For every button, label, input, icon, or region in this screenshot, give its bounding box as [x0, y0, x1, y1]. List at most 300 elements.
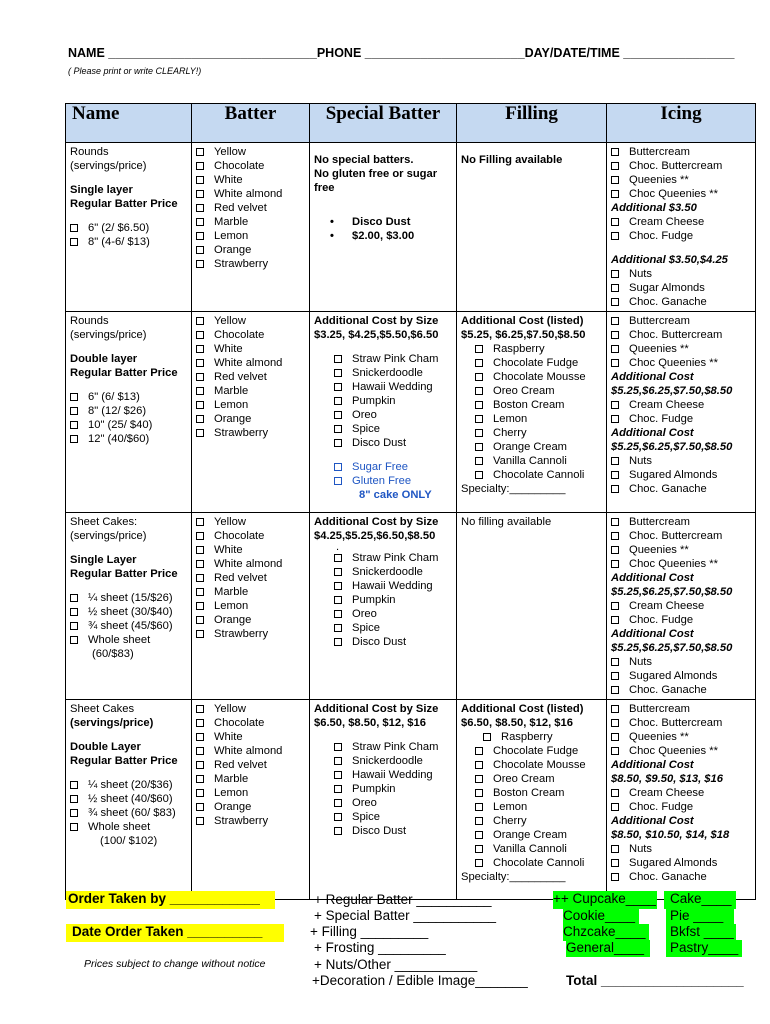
pie-field[interactable]: Pie ____: [666, 908, 734, 925]
batter-option[interactable]: Orange: [196, 800, 306, 814]
filling-option[interactable]: Oreo Cream: [461, 772, 603, 786]
filling-option[interactable]: Boston Cream: [461, 786, 603, 800]
icing-option[interactable]: Choc. Fudge: [611, 229, 752, 243]
checkbox[interactable]: [611, 532, 619, 540]
size-option[interactable]: Whole sheet: [70, 633, 188, 647]
icing-option[interactable]: Choc. Fudge: [611, 613, 752, 627]
filling-cell: [457, 513, 607, 700]
checkbox[interactable]: [196, 747, 204, 755]
checkbox[interactable]: [196, 162, 204, 170]
table-row: [66, 700, 756, 900]
icing-option[interactable]: Sugared Almonds: [611, 468, 752, 482]
decoration-line[interactable]: +Decoration / Edible Image_______: [312, 973, 528, 988]
checkbox[interactable]: [196, 705, 204, 713]
checkbox[interactable]: [475, 415, 483, 423]
checkbox[interactable]: [70, 622, 78, 630]
cookie-field[interactable]: Cookie____: [563, 908, 639, 925]
size-option[interactable]: ½ sheet (40/$60): [70, 792, 188, 806]
icing-option[interactable]: Choc. Buttercream: [611, 716, 752, 730]
icing-option[interactable]: Queenies **: [611, 342, 752, 356]
special-batter-option[interactable]: Disco Dust: [314, 436, 453, 450]
checkbox[interactable]: [334, 477, 342, 485]
checkbox[interactable]: [611, 359, 619, 367]
batter-option[interactable]: White: [196, 730, 306, 744]
icing-option[interactable]: Sugared Almonds: [611, 856, 752, 870]
icing-option[interactable]: Buttercream: [611, 145, 752, 159]
special-batter-option[interactable]: Pumpkin: [314, 394, 453, 408]
breakfast-field[interactable]: Bkfst ____: [666, 924, 736, 941]
checkbox[interactable]: [196, 429, 204, 437]
checkbox[interactable]: [196, 148, 204, 156]
icing-option[interactable]: Cream Cheese: [611, 215, 752, 229]
checkbox[interactable]: [475, 373, 483, 381]
additional-cost-label: Additional Cost (listed): [461, 315, 584, 327]
batter-option[interactable]: Red velvet: [196, 758, 306, 772]
size-option[interactable]: ¾ sheet (60/ $83): [70, 806, 188, 820]
checkbox[interactable]: [70, 435, 78, 443]
additional-cost-label: Additional Cost: [611, 815, 694, 827]
icing-option[interactable]: Choc. Ganache: [611, 295, 752, 309]
checkbox[interactable]: [334, 757, 342, 765]
special-batter-option[interactable]: Hawaii Wedding: [314, 579, 453, 593]
special-batter-option[interactable]: Straw Pink Cham: [314, 551, 453, 565]
filling-option[interactable]: Chocolate Mousse: [461, 758, 603, 772]
size-option[interactable]: 12" (40/$60): [70, 432, 188, 446]
checkbox[interactable]: [334, 596, 342, 604]
checkbox[interactable]: [196, 518, 204, 526]
batter-option[interactable]: Marble: [196, 384, 306, 398]
size-option[interactable]: 6" (2/ $6.50): [70, 221, 188, 235]
special-batter-option[interactable]: Spice: [314, 422, 453, 436]
regular-batter-line[interactable]: + Regular Batter __________: [314, 892, 492, 907]
special-batter-option[interactable]: Pumpkin: [314, 782, 453, 796]
checkbox[interactable]: [334, 582, 342, 590]
filling-option[interactable]: Orange Cream: [461, 440, 603, 454]
icing-option[interactable]: Choc Queenies **: [611, 356, 752, 370]
checkbox[interactable]: [196, 789, 204, 797]
special-batter-option[interactable]: Snickerdoodle: [314, 565, 453, 579]
checkbox[interactable]: [475, 761, 483, 769]
checkbox[interactable]: [196, 546, 204, 554]
icing-option[interactable]: Buttercream: [611, 314, 752, 328]
checkbox[interactable]: [196, 574, 204, 582]
filling-option[interactable]: Vanilla Cannoli: [461, 842, 603, 856]
checkbox[interactable]: [196, 616, 204, 624]
icing-option[interactable]: Nuts: [611, 454, 752, 468]
checkbox[interactable]: [334, 624, 342, 632]
checkbox[interactable]: [70, 809, 78, 817]
special-batter-option[interactable]: Disco Dust: [314, 824, 453, 838]
checkbox[interactable]: [334, 463, 342, 471]
special-batter-option[interactable]: Hawaii Wedding: [314, 768, 453, 782]
icing-cell: [607, 143, 756, 312]
checkbox[interactable]: [196, 761, 204, 769]
checkbox[interactable]: [611, 331, 619, 339]
checkbox[interactable]: [483, 733, 491, 741]
filling-option[interactable]: Lemon: [461, 412, 603, 426]
checkbox[interactable]: [70, 407, 78, 415]
checkbox[interactable]: [475, 429, 483, 437]
filling-option[interactable]: Lemon: [461, 800, 603, 814]
pastry-field[interactable]: Pastry____: [666, 940, 742, 957]
checkbox[interactable]: [196, 232, 204, 240]
checkbox[interactable]: [611, 485, 619, 493]
batter-option[interactable]: Marble: [196, 215, 306, 229]
checkbox[interactable]: [196, 630, 204, 638]
special-batter-option[interactable]: Pumpkin: [314, 593, 453, 607]
checkbox[interactable]: [475, 359, 483, 367]
nuts-other-line[interactable]: + Nuts/Other ___________: [314, 957, 478, 972]
checkbox[interactable]: [334, 425, 342, 433]
checkbox[interactable]: [475, 457, 483, 465]
size-cell: [66, 143, 192, 312]
batter-option[interactable]: White almond: [196, 187, 306, 201]
order-taken-by-field[interactable]: Order Taken by ____________: [66, 891, 275, 909]
cheesecake-field[interactable]: Chzcake____: [563, 924, 649, 941]
icing-option[interactable]: Buttercream: [611, 515, 752, 529]
checkbox[interactable]: [196, 733, 204, 741]
special-batter-option[interactable]: Straw Pink Cham: [314, 352, 453, 366]
checkbox[interactable]: [475, 789, 483, 797]
checkbox[interactable]: [196, 218, 204, 226]
batter-option[interactable]: Lemon: [196, 599, 306, 613]
checkbox[interactable]: [475, 845, 483, 853]
batter-option[interactable]: Strawberry: [196, 257, 306, 271]
checkbox[interactable]: [611, 546, 619, 554]
special-batter-option[interactable]: Straw Pink Cham: [314, 740, 453, 754]
batter-option[interactable]: White almond: [196, 356, 306, 370]
filling-option[interactable]: Chocolate Cannoli: [461, 468, 603, 482]
price-label: Regular Batter Price: [70, 755, 178, 767]
checkbox[interactable]: [611, 747, 619, 755]
checkbox[interactable]: [196, 775, 204, 783]
additional-cost-label: Additional Cost (listed): [461, 703, 584, 715]
additional-cost-label: Additional Cost: [611, 371, 694, 383]
checkbox[interactable]: [196, 359, 204, 367]
checkbox[interactable]: [334, 397, 342, 405]
checkbox[interactable]: [611, 401, 619, 409]
icing-option[interactable]: Buttercream: [611, 702, 752, 716]
checkbox[interactable]: [611, 232, 619, 240]
icing-option[interactable]: Choc Queenies **: [611, 744, 752, 758]
special-batter-option[interactable]: Oreo: [314, 796, 453, 810]
checkbox[interactable]: [611, 471, 619, 479]
special-batter-line[interactable]: + Special Batter ___________: [314, 908, 497, 923]
filling-option[interactable]: Cherry: [461, 814, 603, 828]
checkbox[interactable]: [70, 393, 78, 401]
checkbox[interactable]: [70, 238, 78, 246]
size-option[interactable]: ¼ sheet (15/$26): [70, 591, 188, 605]
total-field[interactable]: Total ___________________: [566, 973, 744, 988]
checkbox[interactable]: [196, 803, 204, 811]
checkbox[interactable]: [611, 873, 619, 881]
icing-option[interactable]: Choc. Buttercream: [611, 529, 752, 543]
checkbox[interactable]: [611, 686, 619, 694]
icing-option[interactable]: Choc. Fudge: [611, 412, 752, 426]
checkbox[interactable]: [611, 672, 619, 680]
size-option[interactable]: ¼ sheet (20/$36): [70, 778, 188, 792]
checkbox[interactable]: [70, 608, 78, 616]
filling-option[interactable]: Cherry: [461, 426, 603, 440]
checkbox[interactable]: [196, 260, 204, 268]
additional-cost-prices: $5.25,$6.25,$7.50,$8.50: [611, 385, 733, 397]
icing-option[interactable]: Choc. Fudge: [611, 800, 752, 814]
checkbox[interactable]: [475, 831, 483, 839]
date-order-taken-field[interactable]: Date Order Taken __________: [66, 924, 284, 942]
filling-option[interactable]: Orange Cream: [461, 828, 603, 842]
checkbox[interactable]: [70, 781, 78, 789]
cupcake-field[interactable]: ++ Cupcake____: [553, 891, 657, 909]
icing-option[interactable]: Choc. Buttercream: [611, 328, 752, 342]
checkbox[interactable]: [196, 401, 204, 409]
checkbox[interactable]: [611, 148, 619, 156]
checkbox[interactable]: [196, 331, 204, 339]
checkbox[interactable]: [196, 246, 204, 254]
filling-option[interactable]: Chocolate Cannoli: [461, 856, 603, 870]
checkbox[interactable]: [334, 771, 342, 779]
checkbox[interactable]: [611, 298, 619, 306]
size-option[interactable]: 10" (25/ $40): [70, 418, 188, 432]
checkbox[interactable]: [611, 176, 619, 184]
batter-cell: [192, 700, 310, 900]
checkbox[interactable]: [70, 594, 78, 602]
checkbox[interactable]: [334, 743, 342, 751]
checkbox[interactable]: [475, 345, 483, 353]
checkbox[interactable]: [334, 827, 342, 835]
checkbox[interactable]: [611, 602, 619, 610]
size-option[interactable]: ½ sheet (30/$40): [70, 605, 188, 619]
special-batter-option[interactable]: Spice: [314, 810, 453, 824]
cake-field[interactable]: Cake____: [664, 891, 736, 909]
checkbox[interactable]: [334, 369, 342, 377]
size-option[interactable]: 8" (12/ $26): [70, 404, 188, 418]
checkbox[interactable]: [475, 401, 483, 409]
checkbox[interactable]: [334, 554, 342, 562]
special-batter-option[interactable]: Oreo: [314, 607, 453, 621]
checkbox[interactable]: [196, 719, 204, 727]
special-batter-cell: [310, 700, 457, 900]
checkbox[interactable]: [475, 471, 483, 479]
special-batter-cell: [310, 513, 457, 700]
checkbox[interactable]: [196, 204, 204, 212]
checkbox[interactable]: [334, 411, 342, 419]
icing-cell: [607, 312, 756, 513]
filling-option[interactable]: Raspberry: [461, 730, 603, 744]
icing-option[interactable]: Queenies **: [611, 173, 752, 187]
checkbox[interactable]: [196, 560, 204, 568]
size-option[interactable]: 6" (6/ $13): [70, 390, 188, 404]
icing-option[interactable]: Choc. Ganache: [611, 683, 752, 697]
batter-option[interactable]: Red velvet: [196, 201, 306, 215]
icing-option[interactable]: Choc. Ganache: [611, 870, 752, 884]
filling-option[interactable]: Vanilla Cannoli: [461, 454, 603, 468]
icing-option[interactable]: Choc Queenies **: [611, 187, 752, 201]
checkbox[interactable]: [334, 383, 342, 391]
frosting-line[interactable]: + Frosting _________: [314, 940, 446, 955]
checkbox[interactable]: [196, 373, 204, 381]
icing-option[interactable]: Queenies **: [611, 730, 752, 744]
checkbox[interactable]: [611, 518, 619, 526]
batter-option[interactable]: Orange: [196, 412, 306, 426]
customer-info-line[interactable]: NAME ______________________________PHONE _______________________DAY/DATE/TIME ________________: [68, 46, 735, 60]
checkbox[interactable]: [70, 823, 78, 831]
general-field[interactable]: General____: [566, 940, 650, 957]
batter-option[interactable]: White: [196, 342, 306, 356]
checkbox[interactable]: [611, 457, 619, 465]
batter-option[interactable]: Orange: [196, 243, 306, 257]
batter-option[interactable]: Chocolate: [196, 716, 306, 730]
icing-option[interactable]: Cream Cheese: [611, 786, 752, 800]
batter-option[interactable]: White almond: [196, 744, 306, 758]
checkbox[interactable]: [334, 799, 342, 807]
checkbox[interactable]: [196, 817, 204, 825]
batter-option[interactable]: Yellow: [196, 515, 306, 529]
checkbox[interactable]: [196, 176, 204, 184]
icing-option[interactable]: Cream Cheese: [611, 599, 752, 613]
batter-option[interactable]: Yellow: [196, 314, 306, 328]
checkbox[interactable]: [475, 387, 483, 395]
batter-option[interactable]: White: [196, 173, 306, 187]
disco-dust-item: • Disco Dust: [314, 215, 453, 229]
batter-option[interactable]: Chocolate: [196, 159, 306, 173]
checkbox[interactable]: [70, 636, 78, 644]
special-batter-option[interactable]: Snickerdoodle: [314, 754, 453, 768]
batter-option[interactable]: Strawberry: [196, 814, 306, 828]
checkbox[interactable]: [334, 439, 342, 447]
checkbox[interactable]: [611, 845, 619, 853]
checkbox[interactable]: [611, 190, 619, 198]
additional-cost-prices: $8.50, $9.50, $13, $16: [611, 773, 723, 785]
icing-option[interactable]: Sugar Almonds: [611, 281, 752, 295]
checkbox[interactable]: [196, 588, 204, 596]
checkbox[interactable]: [70, 224, 78, 232]
filling-option[interactable]: Chocolate Fudge: [461, 356, 603, 370]
size-option[interactable]: Whole sheet: [70, 820, 188, 834]
checkbox[interactable]: [611, 859, 619, 867]
checkbox[interactable]: [334, 638, 342, 646]
icing-option[interactable]: Choc. Ganache: [611, 482, 752, 496]
checkbox[interactable]: [475, 817, 483, 825]
filling-option[interactable]: Chocolate Mousse: [461, 370, 603, 384]
batter-option[interactable]: Red velvet: [196, 370, 306, 384]
additional-cost-label: Additional Cost by Size: [314, 315, 439, 327]
batter-option[interactable]: White: [196, 543, 306, 557]
batter-option[interactable]: Lemon: [196, 229, 306, 243]
checkbox[interactable]: [611, 162, 619, 170]
checkbox[interactable]: [196, 387, 204, 395]
icing-option[interactable]: Nuts: [611, 842, 752, 856]
icing-option[interactable]: Nuts: [611, 267, 752, 281]
checkbox[interactable]: [611, 803, 619, 811]
checkbox[interactable]: [611, 705, 619, 713]
size-option[interactable]: 8" (4-6/ $13): [70, 235, 188, 249]
checkbox[interactable]: [611, 218, 619, 226]
special-batter-option[interactable]: Spice: [314, 621, 453, 635]
checkbox[interactable]: [70, 421, 78, 429]
checkbox[interactable]: [611, 658, 619, 666]
checkbox[interactable]: [196, 532, 204, 540]
icing-option[interactable]: Choc. Buttercream: [611, 159, 752, 173]
icing-option[interactable]: Sugared Almonds: [611, 669, 752, 683]
filling-option[interactable]: Boston Cream: [461, 398, 603, 412]
checkbox[interactable]: [611, 317, 619, 325]
batter-option[interactable]: White almond: [196, 557, 306, 571]
checkbox[interactable]: [475, 775, 483, 783]
batter-option[interactable]: Lemon: [196, 786, 306, 800]
checkbox[interactable]: [611, 270, 619, 278]
checkbox[interactable]: [611, 415, 619, 423]
filling-line[interactable]: + Filling _________: [310, 924, 429, 939]
batter-option[interactable]: Yellow: [196, 702, 306, 716]
checkbox[interactable]: [334, 785, 342, 793]
specialty-field[interactable]: Specialty:_________: [461, 483, 566, 495]
size-option[interactable]: ¾ sheet (45/$60): [70, 619, 188, 633]
filling-option[interactable]: Chocolate Fudge: [461, 744, 603, 758]
icing-option[interactable]: Nuts: [611, 655, 752, 669]
checkbox[interactable]: [334, 610, 342, 618]
checkbox[interactable]: [334, 813, 342, 821]
checkbox[interactable]: [196, 415, 204, 423]
checkbox[interactable]: [611, 345, 619, 353]
checkbox[interactable]: [475, 803, 483, 811]
batter-option[interactable]: Lemon: [196, 398, 306, 412]
batter-option[interactable]: Strawberry: [196, 627, 306, 641]
special-batter-cell: [310, 312, 457, 513]
special-batter-option[interactable]: Snickerdoodle: [314, 366, 453, 380]
checkbox[interactable]: [611, 789, 619, 797]
checkbox[interactable]: [70, 795, 78, 803]
batter-option[interactable]: Yellow: [196, 145, 306, 159]
batter-option[interactable]: Marble: [196, 772, 306, 786]
checkbox[interactable]: [334, 568, 342, 576]
layer-label: Double layer: [70, 353, 138, 365]
sugar-free-option[interactable]: Sugar Free: [314, 460, 453, 474]
checkbox[interactable]: [475, 747, 483, 755]
specialty-field[interactable]: Specialty:_________: [461, 871, 566, 883]
special-batter-option[interactable]: Oreo: [314, 408, 453, 422]
filling-option[interactable]: Raspberry: [461, 342, 603, 356]
checkbox[interactable]: [611, 616, 619, 624]
col-header-filling: Filling: [457, 104, 607, 143]
checkbox[interactable]: [611, 284, 619, 292]
checkbox[interactable]: [196, 317, 204, 325]
filling-option[interactable]: Oreo Cream: [461, 384, 603, 398]
batter-option[interactable]: Red velvet: [196, 571, 306, 585]
checkbox[interactable]: [196, 602, 204, 610]
checkbox[interactable]: [196, 190, 204, 198]
icing-option[interactable]: Cream Cheese: [611, 398, 752, 412]
special-batter-option[interactable]: Disco Dust: [314, 635, 453, 649]
batter-option[interactable]: Orange: [196, 613, 306, 627]
icing-option[interactable]: Queenies **: [611, 543, 752, 557]
checkbox[interactable]: [611, 719, 619, 727]
checkbox[interactable]: [611, 733, 619, 741]
special-batter-option[interactable]: Hawaii Wedding: [314, 380, 453, 394]
checkbox[interactable]: [196, 345, 204, 353]
checkbox[interactable]: [475, 859, 483, 867]
icing-option[interactable]: Choc Queenies **: [611, 557, 752, 571]
filling-cell: [457, 700, 607, 900]
checkbox[interactable]: [611, 560, 619, 568]
checkbox[interactable]: [475, 443, 483, 451]
batter-option[interactable]: Marble: [196, 585, 306, 599]
batter-option[interactable]: Chocolate: [196, 529, 306, 543]
gluten-free-option[interactable]: Gluten Free: [314, 474, 453, 488]
batter-option[interactable]: Strawberry: [196, 426, 306, 440]
order-table: [65, 103, 756, 900]
batter-option[interactable]: Chocolate: [196, 328, 306, 342]
checkbox[interactable]: [334, 355, 342, 363]
